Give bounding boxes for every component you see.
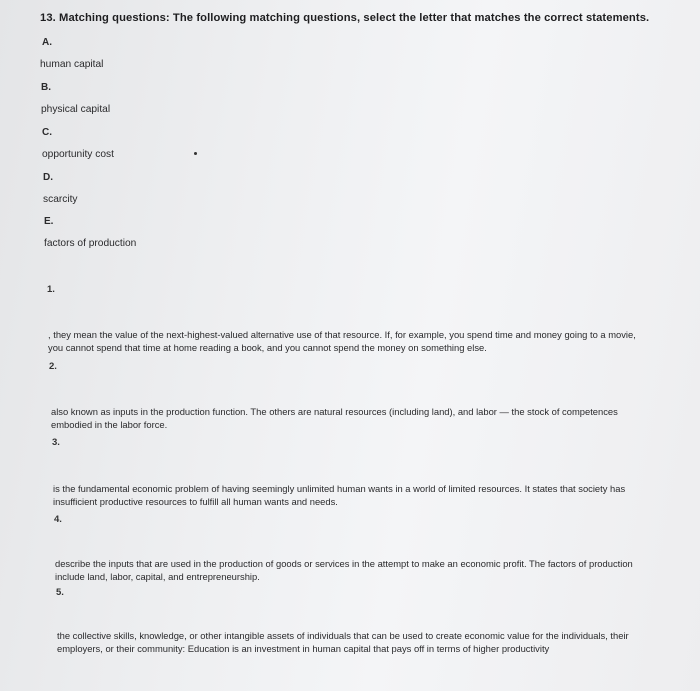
statement-number-3: 3. (52, 437, 60, 448)
statement-text-1: , they mean the value of the next-highest-valued alternative use of that resource. If, for example, you spend time and money going to a movie, you cannot spend that time at home reading a book, and you cannot spend the money on something else. (48, 329, 636, 353)
statement-number-4: 4. (54, 514, 62, 525)
option-text-a: human capital (40, 59, 104, 70)
statement-text-5: the collective skills, knowledge, or other intangible assets of individuals that can be used to create economic value for the individuals, their employers, or their community: Education is an investment in human capital that pays off in terms of higher productivity (57, 630, 629, 654)
statement-number-2: 2. (49, 361, 57, 372)
option-letter-e: E. (44, 216, 54, 227)
option-text-b: physical capital (41, 104, 111, 115)
statement-number-1: 1. (47, 284, 55, 295)
statement-number-5: 5. (56, 587, 64, 598)
stray-mark (194, 152, 197, 155)
statement-text-4: describe the inputs that are used in the production of goods or services in the attempt to make an economic profit. The factors of production include land, labor, capital, and entrepreneurship. (55, 558, 633, 582)
option-text-e: factors of production (44, 238, 137, 249)
statement-text-2: also known as inputs in the production function. The others are natural resources (including land), and labor — the stock of competences embodied in the labor force. (51, 406, 618, 430)
option-text-d: scarcity (43, 194, 78, 205)
option-text-c: opportunity cost (42, 149, 114, 160)
option-letter-c: C. (42, 127, 52, 138)
option-letter-b: B. (41, 82, 51, 93)
option-letter-a: A. (42, 37, 52, 48)
question-title: 13. Matching questions: The following matching questions, select the letter that matches the correct statements. (40, 12, 650, 24)
option-letter-d: D. (43, 172, 53, 183)
statement-text-3: is the fundamental economic problem of having seemingly unlimited human wants in a world of limited resources. It states that society has insufficient productive resources to fulfill all human wants and needs. (53, 483, 626, 507)
